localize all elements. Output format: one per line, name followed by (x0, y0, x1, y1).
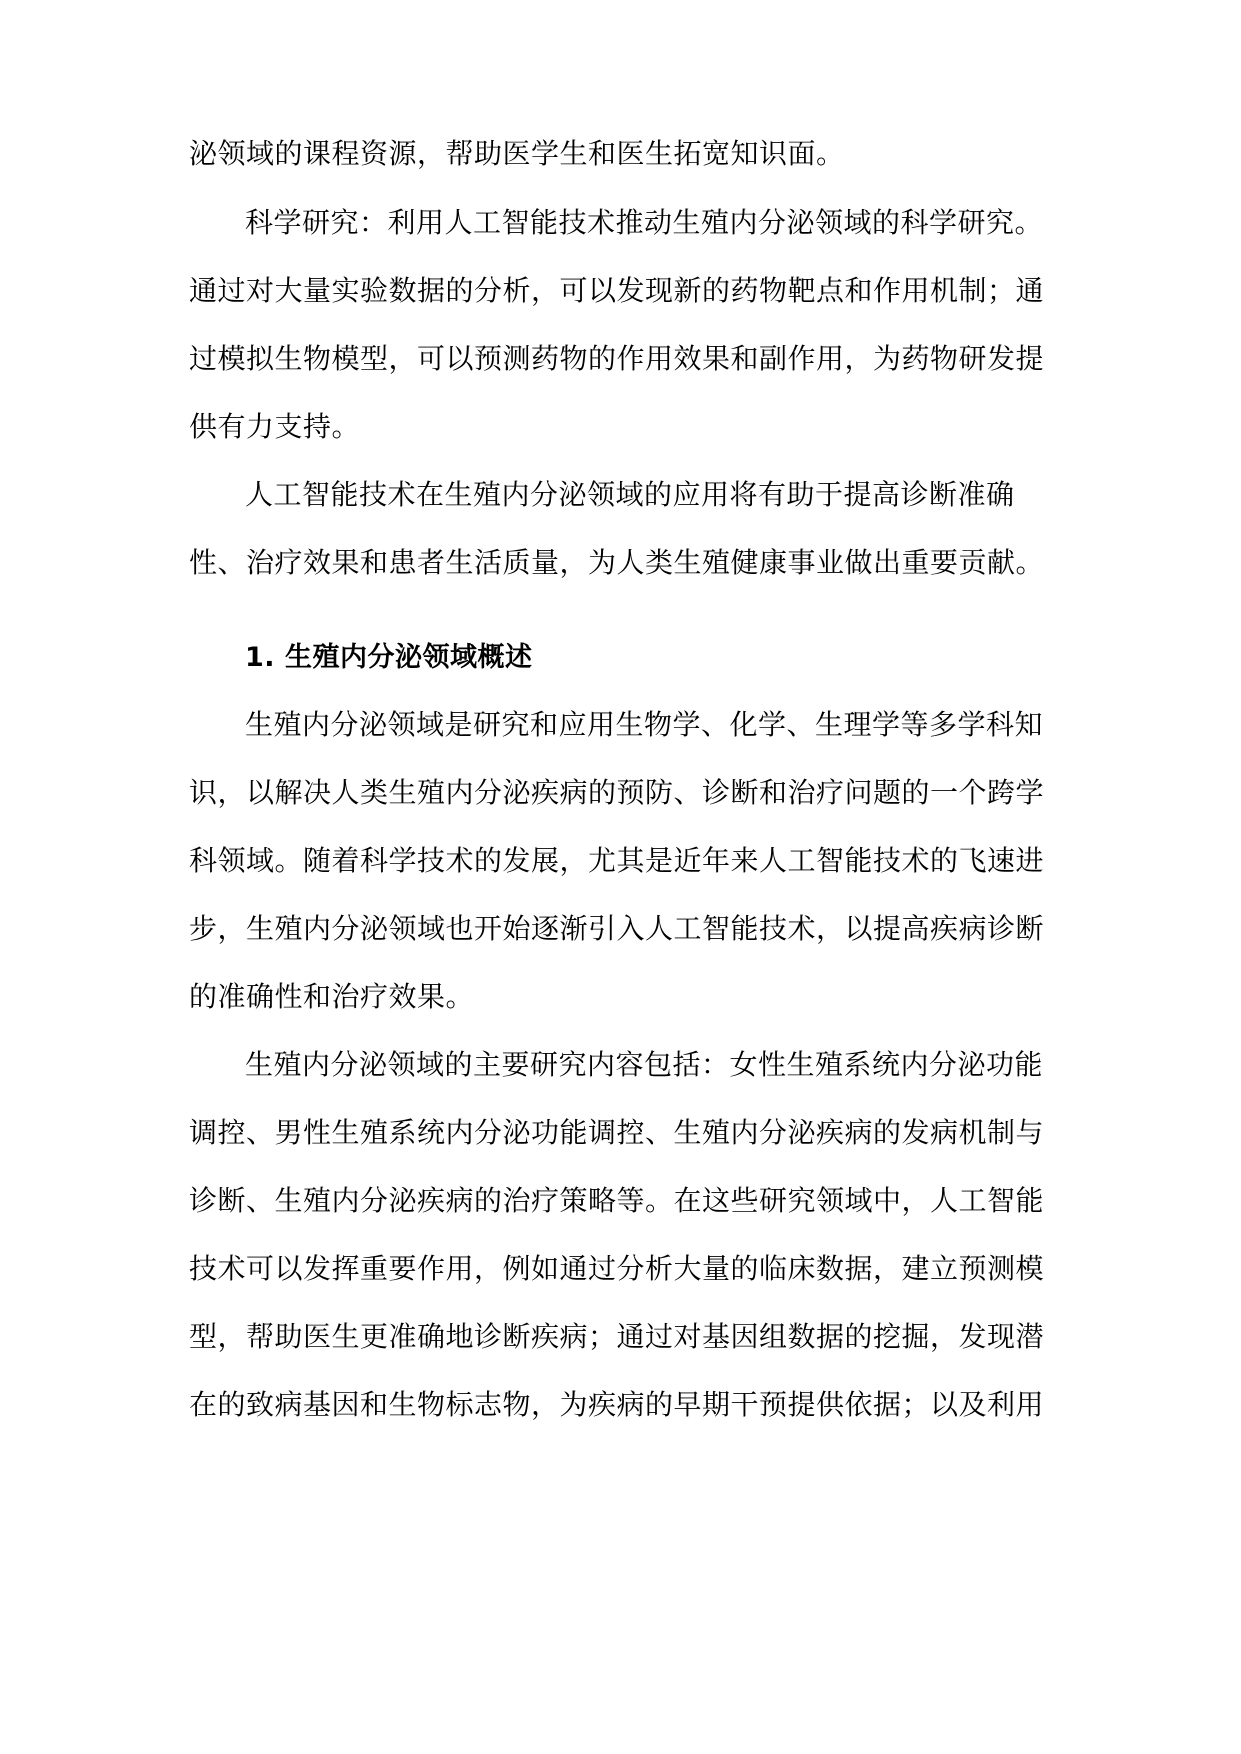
text-line: 在的致病基因和生物标志物，为疾病的早期干预提供依据；以及利用 (189, 1388, 1045, 1421)
text-line: 性、治疗效果和患者生活质量，为人类生殖健康事业做出重要贡献。 (189, 546, 1045, 579)
section-heading: 1. 生殖内分泌领域概述 (245, 642, 533, 673)
text-line: 型，帮助医生更准确地诊断疾病；通过对基因组数据的挖掘，发现潜 (189, 1320, 1045, 1353)
text-line: 调控、男性生殖系统内分泌功能调控、生殖内分泌疾病的发病机制与 (189, 1116, 1045, 1149)
text-line: 人工智能技术在生殖内分泌领域的应用将有助于提高诊断准确 (245, 478, 1015, 511)
text-line: 泌领域的课程资源，帮助医学生和医生拓宽知识面。 (189, 137, 845, 170)
text-line: 的准确性和治疗效果。 (189, 980, 475, 1013)
text-line: 识，以解决人类生殖内分泌疾病的预防、诊断和治疗问题的一个跨学 (189, 776, 1045, 809)
text-line: 生殖内分泌领域是研究和应用生物学、化学、生理学等多学科知 (245, 708, 1044, 741)
text-line: 步，生殖内分泌领域也开始逐渐引入人工智能技术，以提高疾病诊断 (189, 912, 1045, 945)
text-line: 科学研究：利用人工智能技术推动生殖内分泌领域的科学研究。 (245, 206, 1044, 239)
text-line: 技术可以发挥重要作用，例如通过分析大量的临床数据，建立预测模 (189, 1252, 1045, 1285)
text-line: 诊断、生殖内分泌疾病的治疗策略等。在这些研究领域中，人工智能 (189, 1184, 1045, 1217)
text-line: 过模拟生物模型，可以预测药物的作用效果和副作用，为药物研发提 (189, 342, 1045, 375)
text-line: 科领域。随着科学技术的发展，尤其是近年来人工智能技术的飞速进 (189, 844, 1045, 877)
text-line: 生殖内分泌领域的主要研究内容包括：女性生殖系统内分泌功能 (245, 1048, 1044, 1081)
text-line: 供有力支持。 (189, 410, 361, 443)
text-line: 通过对大量实验数据的分析，可以发现新的药物靶点和作用机制；通 (189, 274, 1045, 307)
